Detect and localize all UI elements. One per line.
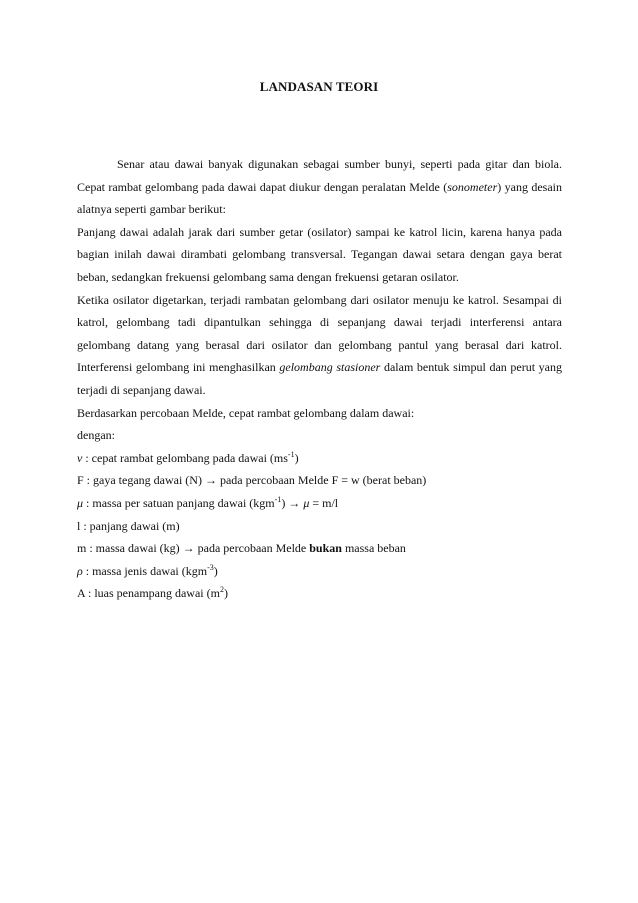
definition-rho-sup: -3	[207, 562, 214, 572]
definition-m	[77, 537, 562, 560]
definition-mu-mid: ) →	[281, 495, 304, 510]
definition-rho-text: : massa jenis dawai (kgm	[82, 563, 208, 578]
definition-a-sup: 2	[219, 585, 224, 595]
definition-l: l : panjang dawai (m)	[77, 518, 180, 533]
paragraph-intro-tail: ) yang desain alatnya seperti gambar berikut:	[77, 179, 562, 217]
paragraph-dengan: dengan:	[77, 428, 115, 443]
symbol-rho: ρ	[77, 563, 83, 578]
symbol-mu: μ	[77, 495, 84, 510]
sonometer-term: sonometer	[447, 179, 498, 194]
paragraph-interference-tail: dalam bentuk simpul dan perut yang terjadi di sepanjang dawai.	[77, 360, 562, 397]
symbol-mu-2: μ	[303, 495, 310, 510]
paragraph-length: Panjang dawai adalah jarak dari sumber getar (osilator) sampai ke katrol licin, karena hanya pada bagian inilah dawai dirambati gelombang transversal. Tegangan dawai setara dengan gaya berat beban, sedangkan frekuensi gelombang sama dengan frekuensi getaran osilator.	[77, 224, 562, 284]
definition-v	[77, 447, 562, 470]
paragraph-intro-text: Senar atau dawai banyak digunakan sebagai sumber bunyi, seperti pada gitar dan biola. Cepat rambat gelombang pada dawai dapat diukur dengan peralatan Melde (	[77, 157, 562, 194]
standing-wave-term: gelombang stasioner	[279, 360, 381, 375]
definition-mu	[77, 492, 562, 515]
definition-m-end: massa beban	[341, 541, 406, 556]
paragraph-intro	[77, 153, 562, 221]
symbol-v: v	[77, 450, 83, 465]
definition-a-text: A : luas penampang dawai (m	[77, 586, 220, 601]
definition-mu-sup: -1	[274, 494, 282, 504]
definition-mu-text: : massa per satuan panjang dawai (kgm	[83, 495, 275, 510]
definition-v-end: )	[294, 450, 299, 465]
definition-m-text: m : massa dawai (kg) → pada percobaan Melde	[77, 541, 310, 556]
definition-rho	[77, 560, 562, 583]
definition-v-sup: -1	[287, 449, 295, 459]
definition-a	[77, 582, 562, 605]
page-title: LANDASAN TEORI	[259, 79, 379, 94]
paragraph-interference	[77, 289, 562, 402]
definition-mu-end: = m/l	[309, 495, 339, 510]
paragraph-interference-text: Ketika osilator digetarkan, terjadi rambatan gelombang dari osilator menuju ke katrol. Sesampai di katrol, gelombang tadi dipantulkan sehingga di sepanjang dawai terjadi interferensi antara gelombang datang yang berasal dari osilator dan gelombang pantul yang berasal dari katrol. Interferensi gelombang ini menghasilkan	[77, 292, 562, 375]
definition-m-bold: bukan	[309, 541, 342, 556]
definition-f: F : gaya tegang dawai (N) → pada percobaan Melde F = w (berat beban)	[77, 473, 427, 488]
body-text	[77, 153, 562, 605]
definition-a-end: )	[223, 586, 228, 601]
definition-rho-end: )	[213, 563, 218, 578]
paragraph-melde: Berdasarkan percobaan Melde, cepat rambat gelombang dalam dawai:	[77, 405, 415, 420]
definition-v-text: : cepat rambat gelombang pada dawai (ms	[82, 450, 288, 465]
